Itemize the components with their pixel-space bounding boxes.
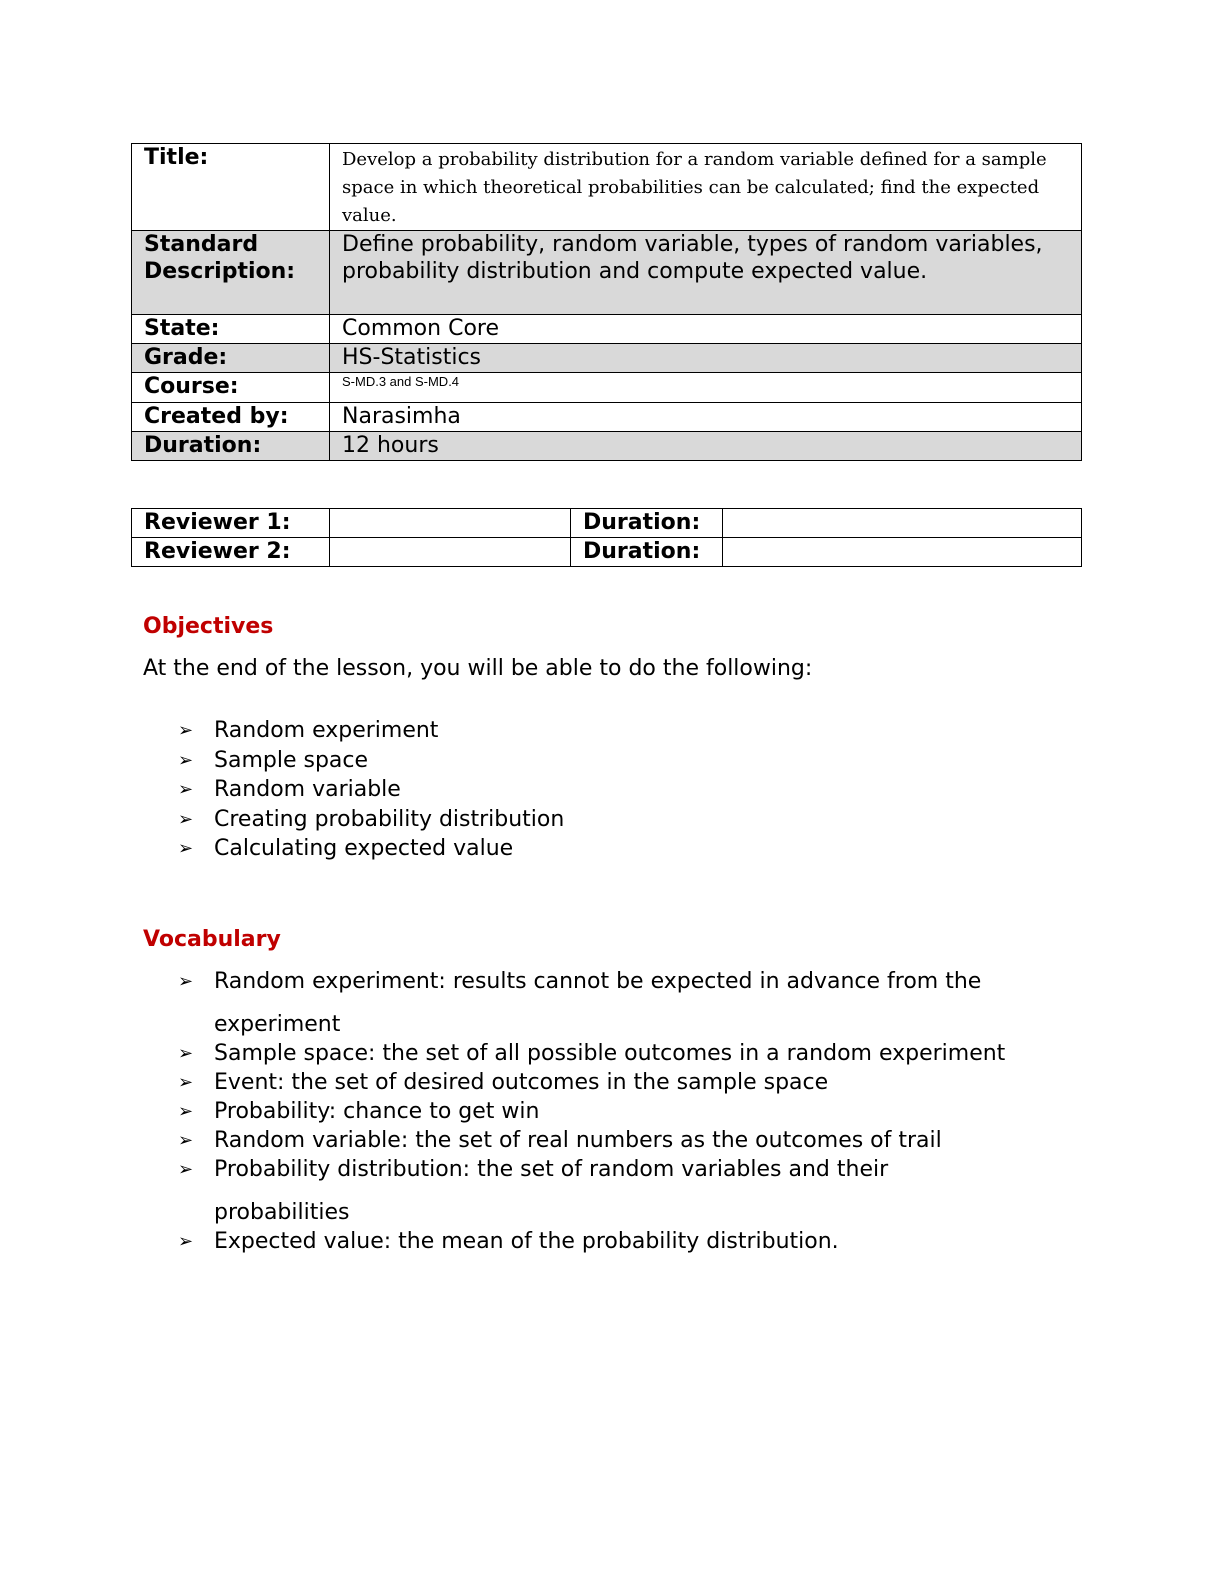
arrowhead-bullet-icon: ➢ [178,1101,194,1122]
arrowhead-bullet-icon: ➢ [178,1043,194,1064]
vocabulary-heading: Vocabulary [143,927,281,952]
list-item: ➢ Random variable: the set of real numbers as the outcomes of trail [178,1128,942,1153]
title-value: Develop a probability distribution for a random variable defined for a sample space in which theoretical probabilities can be calculated; find the expected value. [330,144,1082,231]
duration-row [132,432,1082,461]
reviewer-1-row [132,509,1082,538]
state-row [132,315,1082,344]
created-by-label: Created by: [132,403,330,432]
list-item: ➢ Random variable [178,775,564,805]
reviewer-1-duration-label: Duration: [571,509,723,538]
arrowhead-bullet-icon: ➢ [178,1130,194,1151]
standard-value: Define probability, random variable, types of random variables, probability distribution and compute expected value. [330,231,1082,315]
course-value: S-MD.3 and S-MD.4 [330,373,1082,403]
created-by-value: Narasimha [330,403,1082,432]
list-item: ➢ Sample space [178,746,564,776]
list-item: ➢ Random experiment [178,716,564,746]
list-item: ➢ Random experiment: results cannot be expected in advance from the experiment [178,969,982,1037]
list-item: ➢ Probability: chance to get win [178,1099,540,1124]
created-by-row [132,403,1082,432]
duration-label: Duration: [132,432,330,461]
grade-value: HS-Statistics [330,344,1082,373]
title-row [132,144,1082,231]
list-item: ➢ Event: the set of desired outcomes in the sample space [178,1070,829,1095]
list-item: ➢ Sample space: the set of all possible outcomes in a random experiment [178,1041,1006,1066]
title-label: Title: [132,144,330,231]
grade-label: Grade: [132,344,330,373]
arrowhead-bullet-icon: ➢ [178,720,194,741]
standard-row [132,231,1082,315]
objectives-heading: Objectives [143,614,274,639]
reviewer-2-label: Reviewer 2: [132,538,330,567]
list-item: ➢ Probability distribution: the set of random variables and their probabilities [178,1157,889,1225]
reviewer-2-value [330,538,571,567]
reviewer-1-duration-value [723,509,1082,538]
objectives-list [178,716,564,864]
reviewer-2-row [132,538,1082,567]
grade-row [132,344,1082,373]
reviewer-1-label: Reviewer 1: [132,509,330,538]
arrowhead-bullet-icon: ➢ [178,971,194,992]
course-row [132,373,1082,403]
state-label: State: [132,315,330,344]
reviewer-2-duration-label: Duration: [571,538,723,567]
vocabulary-list [178,967,1005,1256]
course-label: Course: [132,373,330,403]
objectives-intro: At the end of the lesson, you will be able to do the following: [143,656,813,681]
lesson-info-table [131,143,1082,461]
list-item: ➢ Creating probability distribution [178,805,564,835]
reviewer-2-duration-value [723,538,1082,567]
arrowhead-bullet-icon: ➢ [178,1159,194,1180]
list-item: ➢ Calculating expected value [178,834,564,864]
arrowhead-bullet-icon: ➢ [178,1072,194,1093]
arrowhead-bullet-icon: ➢ [178,1231,194,1252]
arrowhead-bullet-icon: ➢ [178,779,194,800]
reviewer-1-value [330,509,571,538]
state-value: Common Core [330,315,1082,344]
standard-label: Standard Description: [132,231,330,315]
arrowhead-bullet-icon: ➢ [178,808,194,830]
arrowhead-bullet-icon: ➢ [178,838,194,859]
list-item: ➢ Expected value: the mean of the probability distribution. [178,1229,839,1254]
duration-value: 12 hours [330,432,1082,461]
arrowhead-bullet-icon: ➢ [178,749,194,771]
reviewer-table [131,508,1082,567]
